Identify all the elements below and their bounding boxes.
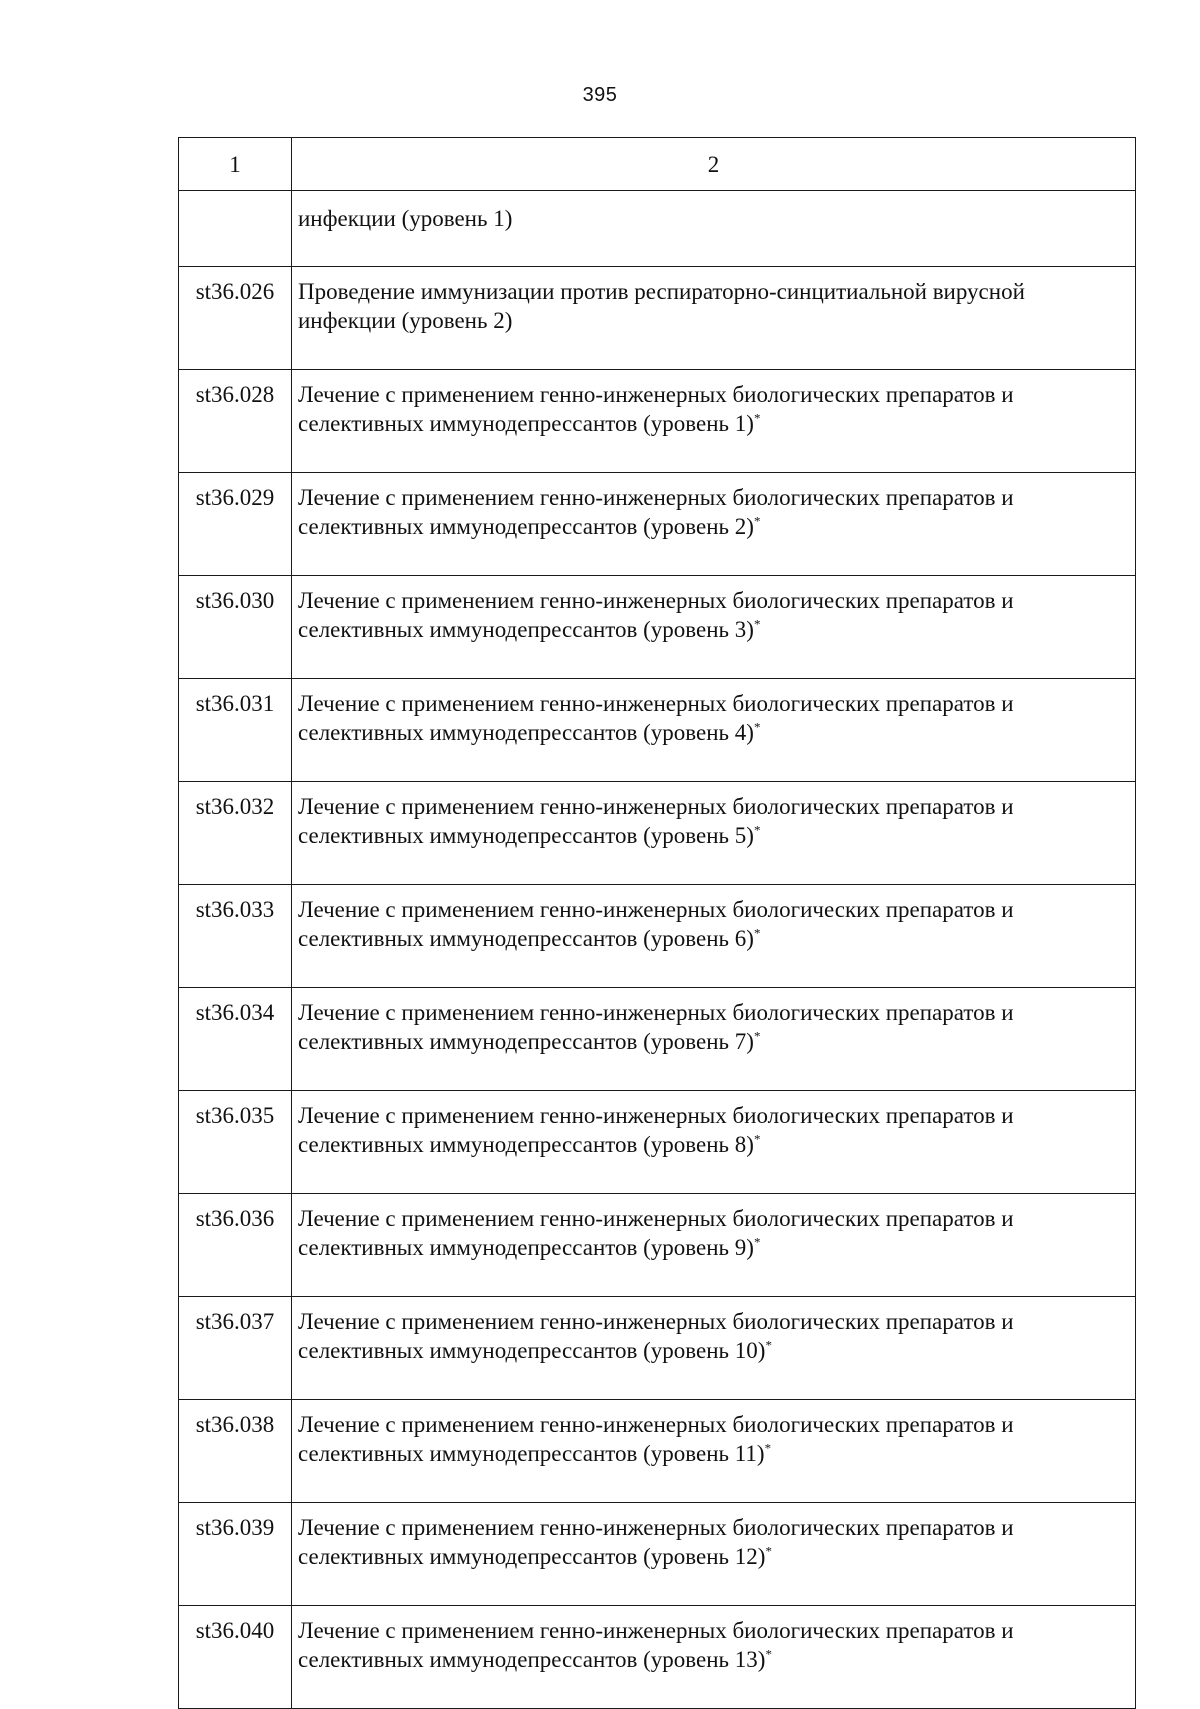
table-header-row (179, 138, 1136, 191)
row-description-cell (292, 1297, 1136, 1400)
row-description-cell (292, 576, 1136, 679)
table-row (179, 1400, 1136, 1503)
row-code-cell: st36.032 (179, 782, 292, 885)
row-code-cell: st36.040 (179, 1606, 292, 1709)
footnote-mark: * (753, 822, 761, 838)
table-row (179, 1606, 1136, 1709)
footnote-mark: * (753, 616, 761, 632)
page-number: 395 (582, 84, 618, 106)
row-description-text: Лечение с применением генно-инженерных биологических препаратов и селективных иммунодепрессантов (уровень 5) (298, 794, 1014, 848)
table-row (179, 370, 1136, 473)
row-code-cell: st36.033 (179, 885, 292, 988)
row-description-cell (292, 679, 1136, 782)
row-description-text: Лечение с применением генно-инженерных биологических препаратов и селективных иммунодепрессантов (уровень 4) (298, 691, 1014, 745)
table-row (179, 782, 1136, 885)
row-description-cell (292, 370, 1136, 473)
footnote-mark: * (753, 513, 761, 529)
row-code-cell (179, 191, 292, 267)
footnote-mark: * (765, 1646, 772, 1662)
row-description-text: Лечение с применением генно-инженерных биологических препаратов и селективных иммунодепрессантов (уровень 12) (298, 1515, 1014, 1569)
row-description-cell (292, 1503, 1136, 1606)
row-code-cell: st36.039 (179, 1503, 292, 1606)
footnote-mark: * (765, 1337, 772, 1353)
row-description-text: Лечение с применением генно-инженерных биологических препаратов и селективных иммунодепрессантов (уровень 7) (298, 1000, 1014, 1054)
footnote-mark: * (753, 1028, 761, 1044)
table-row (179, 1297, 1136, 1400)
row-description-cell (292, 885, 1136, 988)
row-description-text: Лечение с применением генно-инженерных биологических препаратов и селективных иммунодепрессантов (уровень 2) (298, 485, 1014, 539)
footnote-mark: * (753, 925, 761, 941)
footnote-mark: * (753, 1234, 761, 1250)
table-body (179, 138, 1136, 1709)
row-code-cell: st36.029 (179, 473, 292, 576)
row-description-text: инфекции (уровень 1) (298, 206, 513, 231)
table-row (179, 473, 1136, 576)
row-code-cell: st36.028 (179, 370, 292, 473)
row-description-cell (292, 267, 1136, 370)
row-code-cell: st36.037 (179, 1297, 292, 1400)
table-row (179, 988, 1136, 1091)
table-row (179, 1091, 1136, 1194)
tariff-table (178, 137, 1136, 1709)
table-row (179, 267, 1136, 370)
row-description-text: Лечение с применением генно-инженерных биологических препаратов и селективных иммунодепрессантов (уровень 3) (298, 588, 1014, 642)
footnote-mark: * (753, 719, 761, 735)
table-row (179, 576, 1136, 679)
row-description-cell (292, 473, 1136, 576)
footnote-mark: * (753, 1131, 761, 1147)
row-code-cell: st36.036 (179, 1194, 292, 1297)
row-description-text: Проведение иммунизации против респираторно-синцитиальной вирусной инфекции (уровень 2) (298, 279, 1025, 333)
row-description-text: Лечение с применением генно-инженерных биологических препаратов и селективных иммунодепрессантов (уровень 8) (298, 1103, 1014, 1157)
row-description-text: Лечение с применением генно-инженерных биологических препаратов и селективных иммунодепрессантов (уровень 9) (298, 1206, 1014, 1260)
table-row (179, 679, 1136, 782)
row-code-cell: st36.026 (179, 267, 292, 370)
row-description-text: Лечение с применением генно-инженерных биологических препаратов и селективных иммунодепрессантов (уровень 10) (298, 1309, 1014, 1363)
row-description-text: Лечение с применением генно-инженерных биологических препаратов и селективных иммунодепрессантов (уровень 11) (298, 1412, 1014, 1466)
row-code-cell: st36.031 (179, 679, 292, 782)
footnote-mark: * (753, 410, 761, 426)
row-code-cell: st36.038 (179, 1400, 292, 1503)
row-description-cell (292, 191, 1136, 267)
row-description-cell (292, 988, 1136, 1091)
row-description-cell (292, 1606, 1136, 1709)
row-description-text: Лечение с применением генно-инженерных биологических препаратов и селективных иммунодепрессантов (уровень 6) (298, 897, 1014, 951)
row-description-cell (292, 1091, 1136, 1194)
table-row (179, 885, 1136, 988)
column-header-1: 1 (179, 138, 292, 191)
row-description-text: Лечение с применением генно-инженерных биологических препаратов и селективных иммунодепрессантов (уровень 1) (298, 382, 1014, 436)
row-code-cell: st36.035 (179, 1091, 292, 1194)
row-description-cell (292, 782, 1136, 885)
column-header-2: 2 (292, 138, 1136, 191)
footnote-mark: * (765, 1543, 772, 1559)
table-row (179, 1194, 1136, 1297)
row-description-cell (292, 1194, 1136, 1297)
table-row (179, 1503, 1136, 1606)
row-code-cell: st36.034 (179, 988, 292, 1091)
row-description-text: Лечение с применением генно-инженерных биологических препаратов и селективных иммунодепрессантов (уровень 13) (298, 1618, 1014, 1672)
row-code-cell: st36.030 (179, 576, 292, 679)
table-row (179, 191, 1136, 267)
row-description-cell (292, 1400, 1136, 1503)
footnote-mark: * (764, 1440, 772, 1456)
